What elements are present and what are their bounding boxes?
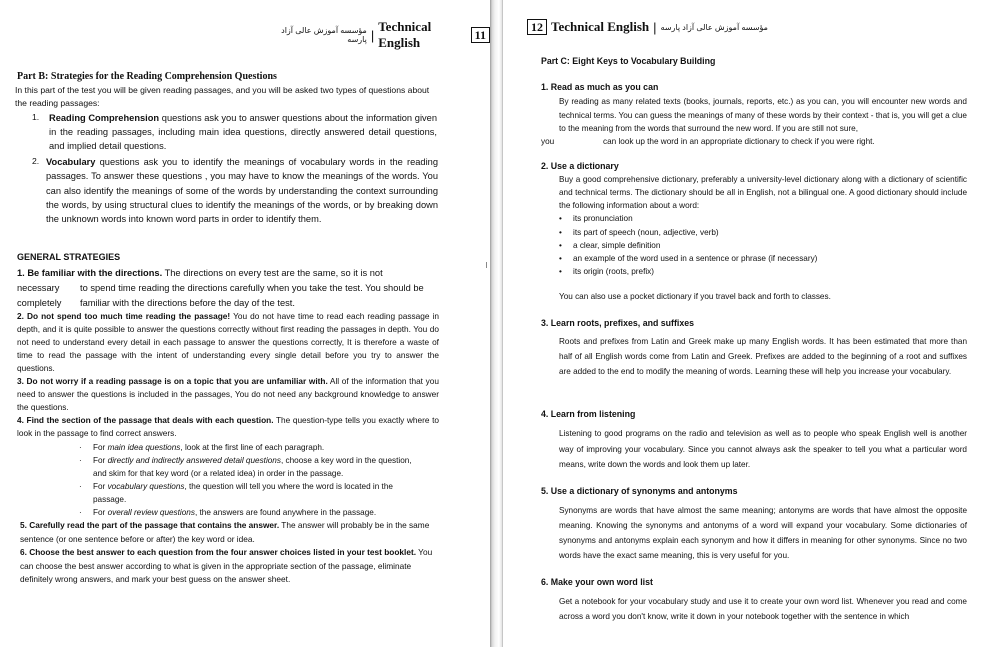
header-separator: | (370, 27, 375, 43)
strategy-lead: 5. Carefully read the part of the passage that contains the answer. (20, 520, 280, 530)
strategy-4-bullet: · For main idea questions, look at the first line of each paragraph. (79, 443, 325, 452)
right-page-header (527, 19, 768, 35)
strategy-5 (20, 519, 432, 546)
bullet-mark: • (559, 228, 562, 237)
key-5-text: Synonyms are words that have almost the same meaning; antonyms are words that have almost the opposite meaning. Knowing the synonyms and antonyms of a word will expand your vocabulary. Some dictionaries of synonyms and antonyms explain each synonym and how it differs in meaning for other synonyms. Since no two words have the exact same meaning, this is very useful for you. (559, 506, 967, 560)
key-6-heading: 6. Make your own word list (541, 577, 653, 587)
strategy-text: You do not have time to read each reading passage in depth, and it is quite possible to answer the questions correctly without first reading the passages in depth. You do not need to understand every detail in each passage to answer the questions correctly, It is therefore a waste of time to read the passage with the intent of understanding every single detail before you try to answer the questions. (17, 311, 439, 373)
item-number-1: 1. (32, 112, 40, 122)
item-number-2: 2. (32, 156, 40, 166)
left-page (0, 0, 490, 647)
bullet-mark: · (79, 456, 82, 465)
strategy-4 (17, 414, 439, 440)
part-b-heading: Part B: Strategies for the Reading Comprehension Questions (17, 71, 277, 82)
page-number: 11 (471, 27, 490, 43)
item-text: questions ask you to identify the meanings of vocabulary words in the reading passages. To answer these questions , you may have to know the meanings of the words. You can also identify the meanings of some of the words by understanding the context surrounding the words, by using structural clues to identify the meanings of the words, or by breaking down the unknown words into known word parts in order to identify them. (46, 157, 438, 225)
key-3-heading: 3. Learn roots, prefixes, and suffixes (541, 318, 695, 328)
strategy-text: You can choose the best answer according to what is given in the appropriate section of the passage, eliminate definitely wrong answers, and mark your best guess on the answer sheet. (20, 547, 433, 584)
key-5-heading: 5. Use a dictionary of synonyms and antonyms (541, 486, 738, 496)
strategy-4-bullet: · For directly and indirectly answered detail questions, choose a key word in the question, and skim for that key word (or a related idea) in order in the passage. (79, 456, 412, 478)
strategy-4-bullet: · For overall review questions, the answers are found anywhere in the passage. (79, 508, 377, 517)
key-4-text: Listening to good programs on the radio and television as well as to people who speak English well is another way of improving your vocabulary. Since you cannot always ask the speaker to tell you what a particular word means, write down the words and look them up later. (559, 429, 967, 469)
item-lead: Vocabulary (46, 157, 96, 167)
strategy-lead: 4. Find the section of the passage that deals with each question. (17, 415, 274, 425)
item-lead: Reading Comprehension (49, 113, 160, 123)
bullet-mark: · (79, 443, 82, 452)
strategy-4-bullet: · For vocabulary questions, the question will tell you where the word is located in the passage. (79, 482, 393, 504)
bullet-mark: · (79, 482, 82, 491)
institute-name: مؤسسه آموزش عالی آزاد پارسه (281, 26, 367, 44)
book-title: Technical English (551, 19, 650, 34)
key-4-heading: 4. Learn from listening (541, 409, 636, 419)
bullet-mark: • (559, 241, 562, 250)
strategy-lead: 2. Do not spend too much time reading the passage! (17, 311, 231, 321)
bullet-mark: • (559, 214, 562, 223)
key-6-text: Get a notebook for your vocabulary study and use it to create your own word list. Whenever you read and come across a word you don't know, write it down in your notebook together with the sentence in which (559, 597, 967, 621)
strategy-text: completely (17, 298, 62, 308)
strategy-text: The directions on every test are the same, so it is not (162, 268, 383, 278)
part-b-intro-line2: the reading passages: (15, 98, 100, 108)
key-2-heading: 2. Use a dictionary (541, 161, 619, 171)
page-number: 12 (527, 19, 547, 35)
dictionary-feature-bullet: • its pronunciation (559, 214, 633, 223)
strategy-text: to spend time reading the directions carefully when you take the test. You should be (80, 283, 424, 293)
bullet-mark: • (559, 254, 562, 263)
strategy-lead: 6. Choose the best answer to each question from the four answer choices listed in your test booklet. (20, 547, 417, 557)
scan-mark (486, 262, 487, 268)
page-gutter (490, 0, 503, 647)
strategy-text: All of the information that you need to answer the questions is included in the passages, You do not need any background knowledge to answer the questions. (17, 376, 439, 412)
key-2-note: You can also use a pocket dictionary if you travel back and forth to classes. (559, 292, 831, 301)
item-text: questions ask you to answer questions about the information given in the reading passages, including main idea questions, directly answered detail questions, and implied detail questions. (49, 113, 438, 151)
bullet-mark: • (559, 267, 562, 276)
strategy-6 (20, 546, 442, 587)
strategy-3 (17, 375, 439, 414)
strategy-1 (17, 266, 442, 311)
dictionary-feature-bullet: • its part of speech (noun, adjective, verb) (559, 228, 719, 237)
dictionary-feature-bullet: • an example of the word used in a sentence or phrase (if necessary) (559, 254, 818, 263)
strategy-lead: 1. Be familiar with the directions. (17, 268, 163, 278)
strategy-text: The question-type tells you exactly where to look in the passage to find correct answers. (17, 415, 439, 438)
book-title: Technical English (378, 19, 432, 50)
header-separator: | (653, 19, 657, 35)
dictionary-feature-bullet: • a clear, simple definition (559, 241, 661, 250)
part-c-heading: Part C: Eight Keys to Vocabulary Building (541, 56, 716, 66)
part-b-intro-line1: In this part of the test you will be given reading passages, and you will be asked two types of questions about (15, 85, 430, 95)
strategy-text: necessary (17, 283, 60, 293)
key-3-text: Roots and prefixes from Latin and Greek make up many English words. It has been estimated that more than half of all English words come from Latin and Greek. Prefixes are added to the beginning of a root and suffixes are added to the end to modify the meaning of words. Learning these will help you increase your vocabulary. (559, 337, 967, 376)
strategy-2 (17, 310, 439, 375)
vocabulary-item (46, 155, 438, 226)
key-2-text: Buy a good comprehensive dictionary, preferably a university-level dictionary along with a dictionary of scientific and technical terms. The dictionary should be all in English, not a bilingual one. A good dictionary should include the following information about a word: (559, 175, 967, 210)
strategy-text: The answer will probably be in the same sentence (or one sentence before or after) the key word or idea. (20, 520, 430, 544)
right-page (503, 0, 995, 647)
key-1-heading: 1. Read as much as you can (541, 82, 659, 92)
key-1-text-end: you can look up the word in an appropriate dictionary to check if you were right. (541, 137, 875, 146)
general-strategies-heading: GENERAL STRATEGIES (17, 252, 121, 262)
strategy-lead: 3. Do not worry if a reading passage is on a topic that you are unfamiliar with. (17, 376, 328, 386)
left-page-header (270, 19, 490, 51)
strategy-text: familiar with the directions before the day of the test. (80, 298, 295, 308)
institute-name: مؤسسه آموزش عالی آزاد پارسه (660, 22, 768, 32)
reading-comprehension-item (49, 111, 437, 153)
bullet-mark: · (79, 508, 82, 517)
key-1-text: By reading as many related texts (books, journals, reports, etc.) as you can, you will encounter new words and technical terms. You can guess the meanings of many of these words by their context - that is, you will get a clue to the meaning from the words that surround the new word. If you are still not sure, (559, 97, 967, 133)
dictionary-feature-bullet: • its origin (roots, prefix) (559, 267, 654, 276)
